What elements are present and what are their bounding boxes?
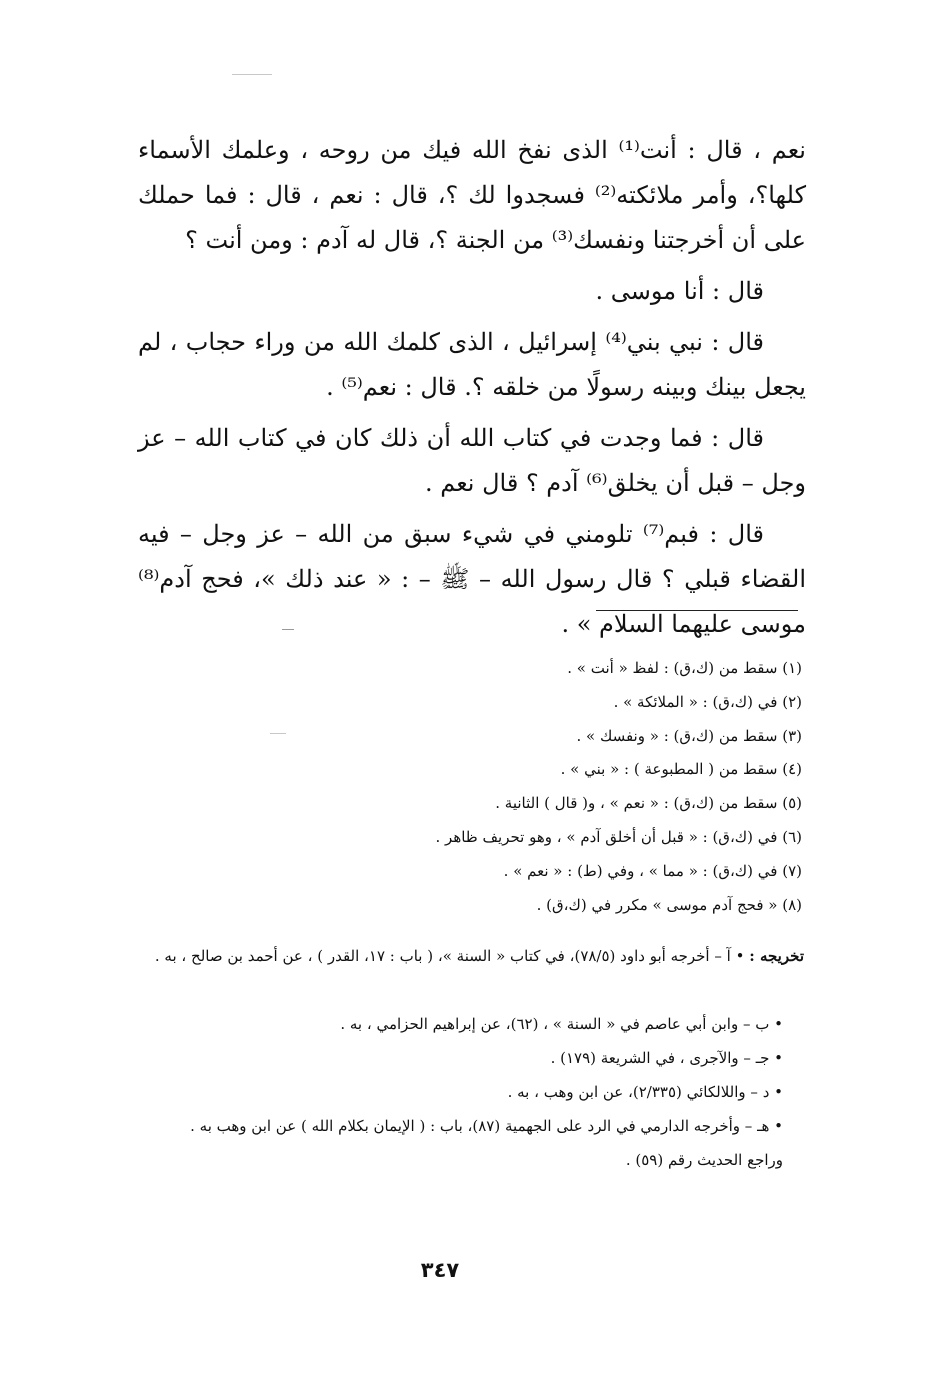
takhrij-item: • ب – وابن أبي عاصم في « السنة » ، (٦٢)، عن إبراهيم الحزامي ، به . (340, 1015, 783, 1033)
footnote: (٤) سقط من ( المطبوعة ) : « بني » . (560, 760, 802, 779)
footnote: (٣) سقط من (ك،ق) : « ونفسك » . (576, 726, 802, 745)
main-paragraph: قال : فما وجدت في كتاب الله أن ذلك كان في كتاب الله – عز وجل – قبل أن يخلق⁽⁶⁾ آدم ؟ قال نعم . (138, 424, 806, 497)
footnote: (٨) « فحج آدم موسى » مكرر في (ك،ق) . (536, 895, 802, 914)
main-text (138, 128, 806, 647)
scan-speck (270, 733, 286, 734)
footnote: (٥) سقط من (ك،ق) : « نعم » ، و( قال ) الثانية . (495, 794, 802, 813)
page-number: ٣٤٧ (420, 1258, 460, 1282)
takhrij-label: تخريجه : (749, 947, 804, 965)
scan-speck (232, 74, 272, 75)
footnote-separator (596, 610, 798, 611)
takhrij-entry: • آ – أخرجه أبو داود (٧٨/٥)، في كتاب « السنة »، ( باب : ١٧، القدر ) ، عن أحمد بن صالح ، به . (154, 947, 745, 965)
main-paragraph: قال : أنا موسى . (595, 277, 764, 305)
footnote: (٢) في (ك،ق) : « الملائكة » . (613, 692, 802, 711)
main-paragraph: قال : نبي بني⁽⁴⁾ إسرائيل ، الذى كلمك الله من وراء حجاب ، لم يجعل بينك وبينه رسولًا من خلقه ؟. قال : نعم⁽⁵⁾ . (138, 328, 806, 401)
footnote: (٧) في (ك،ق) : « مما » ، وفي (ط) : « نعم » . (503, 861, 802, 880)
takhrij-list (160, 1007, 783, 1177)
takhrij-item: • د – واللالكائي (٢/٣٣٥)، عن ابن وهب ، به . (507, 1083, 783, 1101)
takhrij-item: • هـ – وأخرجه الدارمي في الرد على الجهمية (٨٧)، باب : ( الإيمان بكلام الله ) عن ابن وهب به . (190, 1117, 783, 1135)
footnote: (٦) في (ك،ق) : « قبل أن أخلق آدم » ، وهو تحريف ظاهر . (435, 827, 802, 846)
takhrij-item: وراجع الحديث رقم (٥٩) . (625, 1151, 783, 1169)
takhrij-first-entry (140, 940, 804, 972)
takhrij-section (140, 940, 804, 972)
main-paragraph: نعم ، قال : أنت⁽¹⁾ الذى نفخ الله فيك من روحه ، وعلمك الأسماء كلها؟، وأمر ملائكته⁽²⁾ فسجدوا لك ؟، قال : نعم ، قال : فما حملك على أن أخرجتنا ونفسك⁽³⁾ من الجنة ؟، قال له آدم : ومن أنت ؟ (138, 136, 806, 254)
footnote: (١) سقط من (ك،ق) : لفظ « أنت » . (567, 659, 802, 677)
takhrij-item: • جـ – والآجرى ، في الشريعة (١٧٩) . (550, 1049, 783, 1067)
main-paragraph: قال : فبم⁽⁷⁾ تلومني في شيء سبق من الله – عز وجل – فيه القضاء قبلي ؟ قال رسول الله – ﷺ – : « عند ذلك »، فحج آدم⁽⁸⁾ موسى عليهما السلام » . (138, 520, 806, 638)
footnotes (300, 652, 802, 922)
